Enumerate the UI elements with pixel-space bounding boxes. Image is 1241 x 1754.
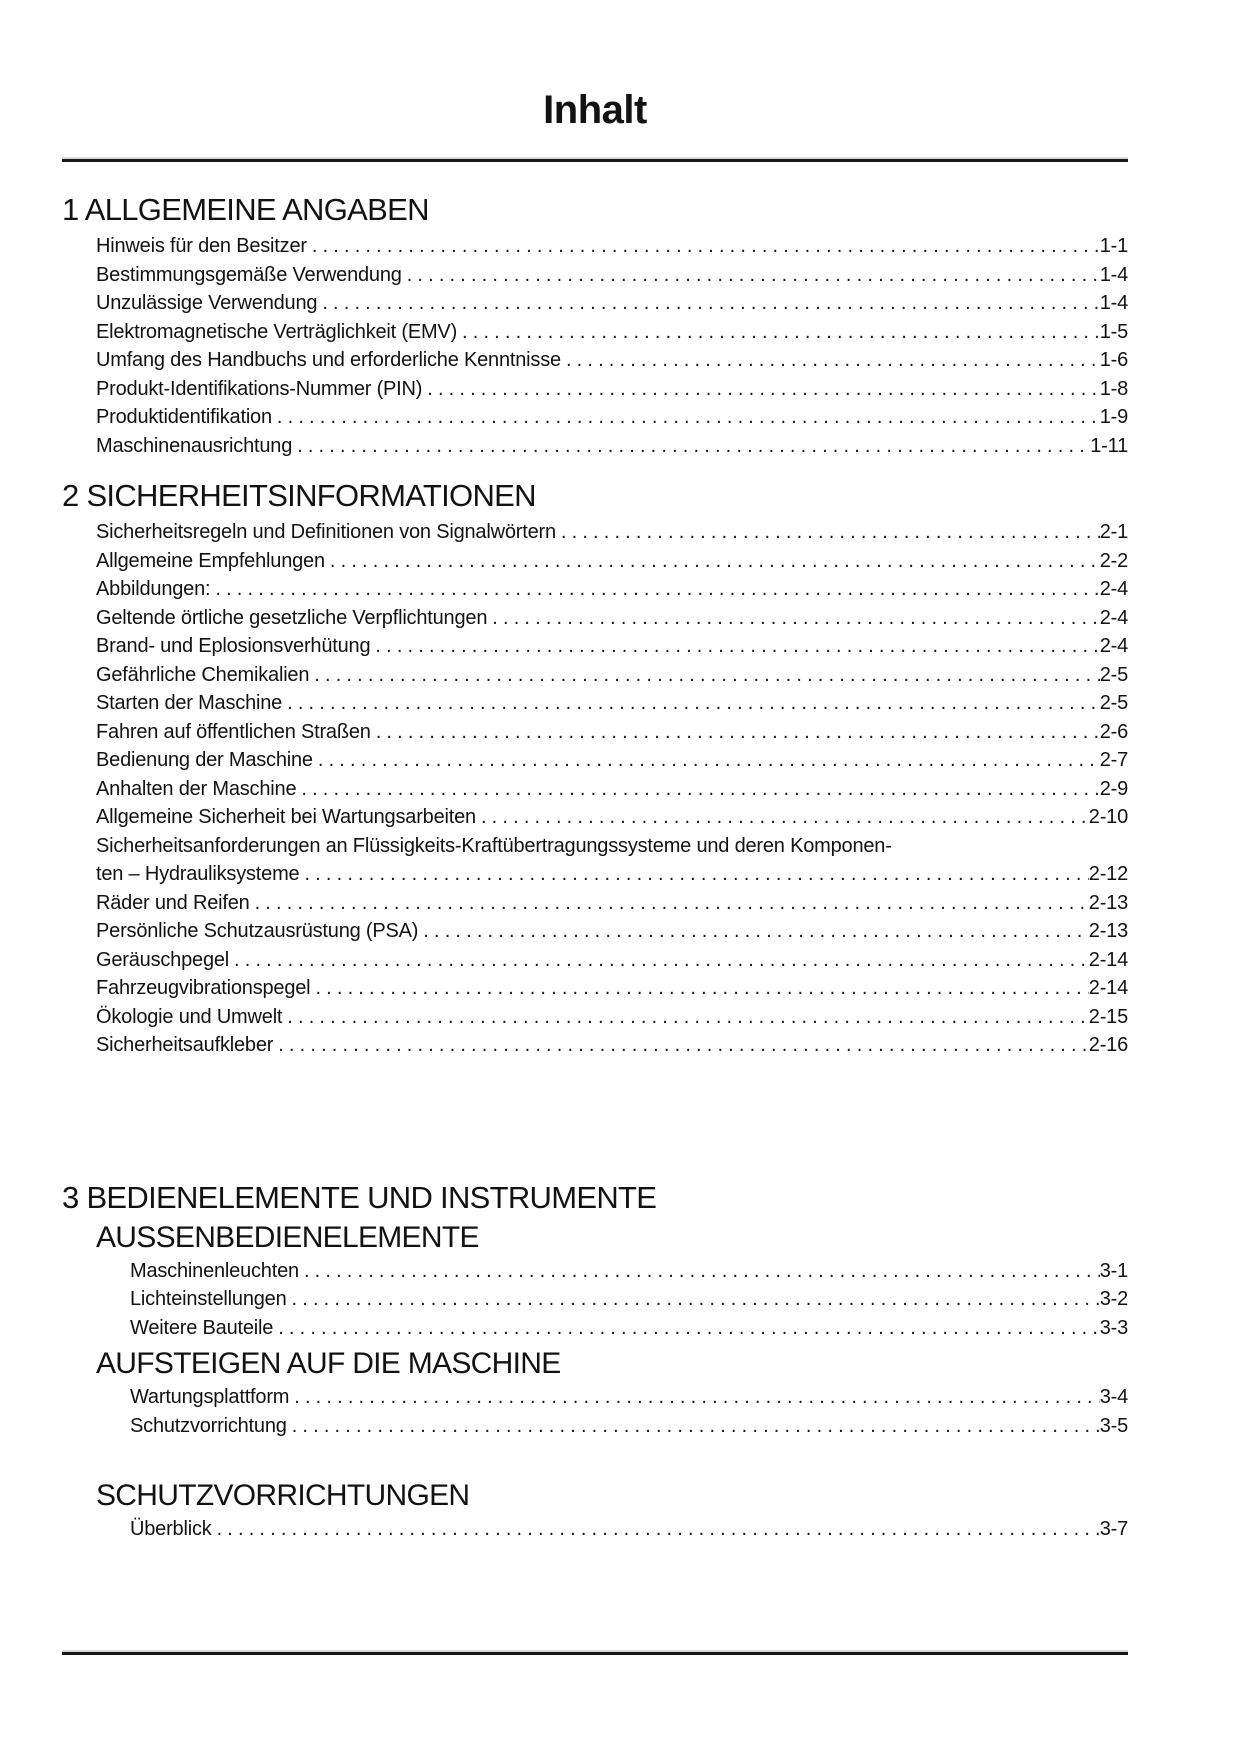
dot-leader: [296, 775, 1099, 804]
toc-entry-page: 3-4: [1099, 1386, 1128, 1408]
toc-entry: [96, 1003, 1128, 1032]
toc-entry-page: 2-13: [1088, 891, 1128, 914]
toc-entry-label: Wartungsplattform: [130, 1386, 290, 1408]
dot-leader: [310, 974, 1088, 1003]
toc-entry-page: 2-16: [1088, 1034, 1128, 1056]
toc-entry: [96, 403, 1128, 432]
toc-entry-page: 2-15: [1088, 1005, 1128, 1028]
dot-leader: [282, 1003, 1088, 1032]
toc-entry-page: 3-1: [1099, 1259, 1128, 1282]
toc-entry-label: Weitere Bauteile: [130, 1316, 274, 1339]
subsection-heading: AUFSTEIGEN AUF DIE MASCHINE: [96, 1347, 561, 1380]
toc-entry-label: Produktidentifikation: [96, 406, 272, 428]
toc-entry: [130, 1383, 1128, 1412]
toc-entry-page: 1-4: [1099, 292, 1128, 314]
toc-entry-page: 2-13: [1088, 920, 1128, 942]
dot-leader: [325, 547, 1100, 576]
toc-entry-label: Anhalten der Maschine: [96, 777, 297, 800]
dot-leader: [287, 1412, 1100, 1441]
toc-entry-page: 2-10: [1088, 806, 1128, 828]
dot-leader: [282, 689, 1100, 718]
toc-entry-page: 1-11: [1090, 434, 1128, 457]
dot-leader: [422, 375, 1099, 404]
dot-leader: [402, 261, 1100, 290]
toc-entry: [96, 575, 1128, 604]
toc-entry: [96, 318, 1128, 347]
dot-leader: [561, 346, 1100, 375]
toc-entry-page: 2-12: [1088, 863, 1128, 885]
toc-entry-page: 2-4: [1099, 606, 1128, 629]
toc-entry: [96, 547, 1128, 576]
toc-entry: [96, 689, 1128, 718]
toc-entry-page: 2-1: [1099, 521, 1128, 543]
toc-entry: [96, 889, 1128, 918]
toc-entry-label: Gefährliche Chemikalien: [96, 663, 310, 686]
dot-leader: [299, 1257, 1100, 1286]
toc-entry-label: Fahrzeugvibrationspegel: [96, 977, 311, 999]
page-title: Inhalt: [543, 88, 647, 132]
toc-section-2: [62, 478, 1128, 1060]
dot-leader: [309, 661, 1099, 690]
toc-entry-page: 1-4: [1099, 263, 1128, 286]
toc-entry-label-line1: Sicherheitsanforderungen an Flüssigkeits-Kraftübertragungssysteme und deren Komponen-: [96, 834, 892, 857]
chapter-heading: 1 ALLGEMEINE ANGABEN: [62, 192, 429, 227]
toc-section-1: [62, 192, 1128, 460]
dot-leader: [457, 318, 1100, 347]
toc-entry-label: Schutzvorrichtung: [130, 1414, 287, 1437]
chapter-heading: 2 SICHERHEITSINFORMATIONEN: [62, 478, 536, 513]
toc-entry: [96, 375, 1128, 404]
subsection-heading: SCHUTZVORRICHTUNGEN: [96, 1479, 470, 1512]
dot-leader: [229, 946, 1089, 975]
toc-entry: [130, 1257, 1128, 1286]
dot-leader: [556, 518, 1100, 547]
dot-leader: [476, 803, 1089, 832]
toc-entry-label: Allgemeine Sicherheit bei Wartungsarbeiten: [96, 806, 476, 828]
toc-entry-page: 1-8: [1099, 377, 1128, 400]
footer-rule: [62, 1652, 1128, 1655]
dot-leader: [289, 1383, 1099, 1412]
dot-leader: [371, 718, 1100, 747]
dot-leader: [212, 1515, 1100, 1544]
toc-entry-page: 2-4: [1099, 578, 1128, 600]
toc-entry-label: Maschinenausrichtung: [96, 434, 293, 457]
toc-entry-label: Überblick: [130, 1518, 212, 1540]
toc-entry-page: 2-4: [1099, 635, 1128, 657]
toc-entry-page: 2-5: [1099, 692, 1128, 714]
toc-entry-label: Fahren auf öffentlichen Straßen: [96, 720, 371, 743]
dot-leader: [273, 1314, 1100, 1343]
toc-list: [96, 232, 1128, 460]
toc-entry-page: 2-14: [1088, 977, 1128, 999]
toc-entry: [96, 632, 1128, 661]
toc-entry-page: 1-9: [1099, 406, 1128, 428]
toc-entry: [96, 746, 1128, 775]
toc-entry-page: 3-2: [1099, 1288, 1128, 1310]
toc-entry-label: ten – Hydrauliksysteme: [96, 863, 300, 885]
toc-list: [130, 1515, 1128, 1544]
dot-leader: [313, 746, 1100, 775]
subsection-heading: AUSSENBEDIENELEMENTE: [96, 1220, 479, 1254]
toc-entry-page: 3-5: [1099, 1414, 1128, 1437]
toc-list: [96, 518, 1128, 1060]
toc-entry-page: 2-9: [1099, 777, 1128, 800]
toc-entry-label: Sicherheitsregeln und Definitionen von Signalwörtern: [96, 521, 556, 543]
toc-entry-page: 1-6: [1099, 349, 1128, 371]
toc-list: [130, 1383, 1128, 1440]
toc-entry-page: 2-14: [1088, 948, 1128, 971]
toc-content: [62, 88, 1128, 1544]
toc-entry: [96, 289, 1128, 318]
dot-leader: [292, 432, 1090, 461]
dot-leader: [273, 1031, 1089, 1060]
dot-leader: [418, 917, 1089, 946]
toc-entry-label: Starten der Maschine: [96, 692, 283, 714]
toc-entry-label: Ökologie und Umwelt: [96, 1005, 283, 1028]
toc-entry: [130, 1412, 1128, 1441]
dot-leader: [307, 232, 1100, 261]
dot-leader: [487, 604, 1099, 633]
dot-leader: [210, 575, 1099, 604]
toc-entry-page: 1-1: [1099, 235, 1128, 257]
toc-entry-label: Abbildungen:: [96, 578, 211, 600]
toc-entry-label: Produkt-Identifikations-Nummer (PIN): [96, 377, 423, 400]
toc-list: [130, 1257, 1128, 1343]
toc-entry: [130, 1285, 1128, 1314]
toc-entry-label: Maschinenleuchten: [130, 1259, 299, 1282]
toc-entry: [96, 917, 1128, 946]
toc-entry: [96, 518, 1128, 547]
toc-entry-label: Räder und Reifen: [96, 891, 250, 914]
toc-entry-label: Brand- und Eplosionsverhütung: [96, 635, 371, 657]
toc-entry: [96, 432, 1128, 461]
dot-leader: [317, 289, 1099, 318]
toc-entry-label: Bestimmungsgemäße Verwendung: [96, 263, 402, 286]
dot-leader: [299, 860, 1088, 889]
toc-entry-page: 2-2: [1099, 549, 1128, 572]
toc-entry-label: Elektromagnetische Verträglichkeit (EMV): [96, 320, 458, 343]
toc-entry: [96, 718, 1128, 747]
toc-entry: [96, 232, 1128, 261]
toc-entry: [96, 346, 1128, 375]
dot-leader: [370, 632, 1099, 661]
header-rule: [62, 159, 1128, 162]
chapter-heading: 3 BEDIENELEMENTE UND INSTRUMENTE: [62, 1179, 657, 1215]
dot-leader: [287, 1285, 1100, 1314]
toc-entry: [96, 1031, 1128, 1060]
toc-entry-label: Unzulässige Verwendung: [96, 292, 318, 314]
toc-entry-label: Persönliche Schutzausrüstung (PSA): [96, 920, 419, 942]
toc-entry-label: Geltende örtliche gesetzliche Verpflichtungen: [96, 606, 488, 629]
toc-entry: [96, 974, 1128, 1003]
dot-leader: [250, 889, 1089, 918]
toc-entry: [130, 1515, 1128, 1544]
toc-entry: [96, 946, 1128, 975]
toc-entry-page: 2-5: [1099, 663, 1128, 686]
toc-entry: [130, 1314, 1128, 1343]
toc-entry: [96, 803, 1128, 832]
toc-entry-page: 3-7: [1099, 1518, 1128, 1540]
toc-entry-label: Allgemeine Empfehlungen: [96, 549, 325, 572]
toc-entry: [96, 832, 1128, 889]
toc-entry-label: Lichteinstellungen: [130, 1288, 287, 1310]
toc-entry-page: 3-3: [1099, 1316, 1128, 1339]
toc-entry: [96, 261, 1128, 290]
toc-entry-page: 2-7: [1099, 749, 1128, 771]
toc-entry: [96, 775, 1128, 804]
toc-section-3: [62, 1180, 1128, 1544]
toc-entry-label: Sicherheitsaufkleber: [96, 1034, 274, 1056]
dot-leader: [272, 403, 1100, 432]
toc-entry: [96, 604, 1128, 633]
toc-entry-page: 2-6: [1099, 720, 1128, 743]
toc-entry: [96, 661, 1128, 690]
toc-entry-label: Umfang des Handbuchs und erforderliche Kenntnisse: [96, 349, 561, 371]
toc-entry-label: Hinweis für den Besitzer: [96, 235, 307, 257]
toc-entry-page: 1-5: [1099, 320, 1128, 343]
toc-entry-label: Bedienung der Maschine: [96, 749, 313, 771]
toc-entry-label: Geräuschpegel: [96, 948, 230, 971]
